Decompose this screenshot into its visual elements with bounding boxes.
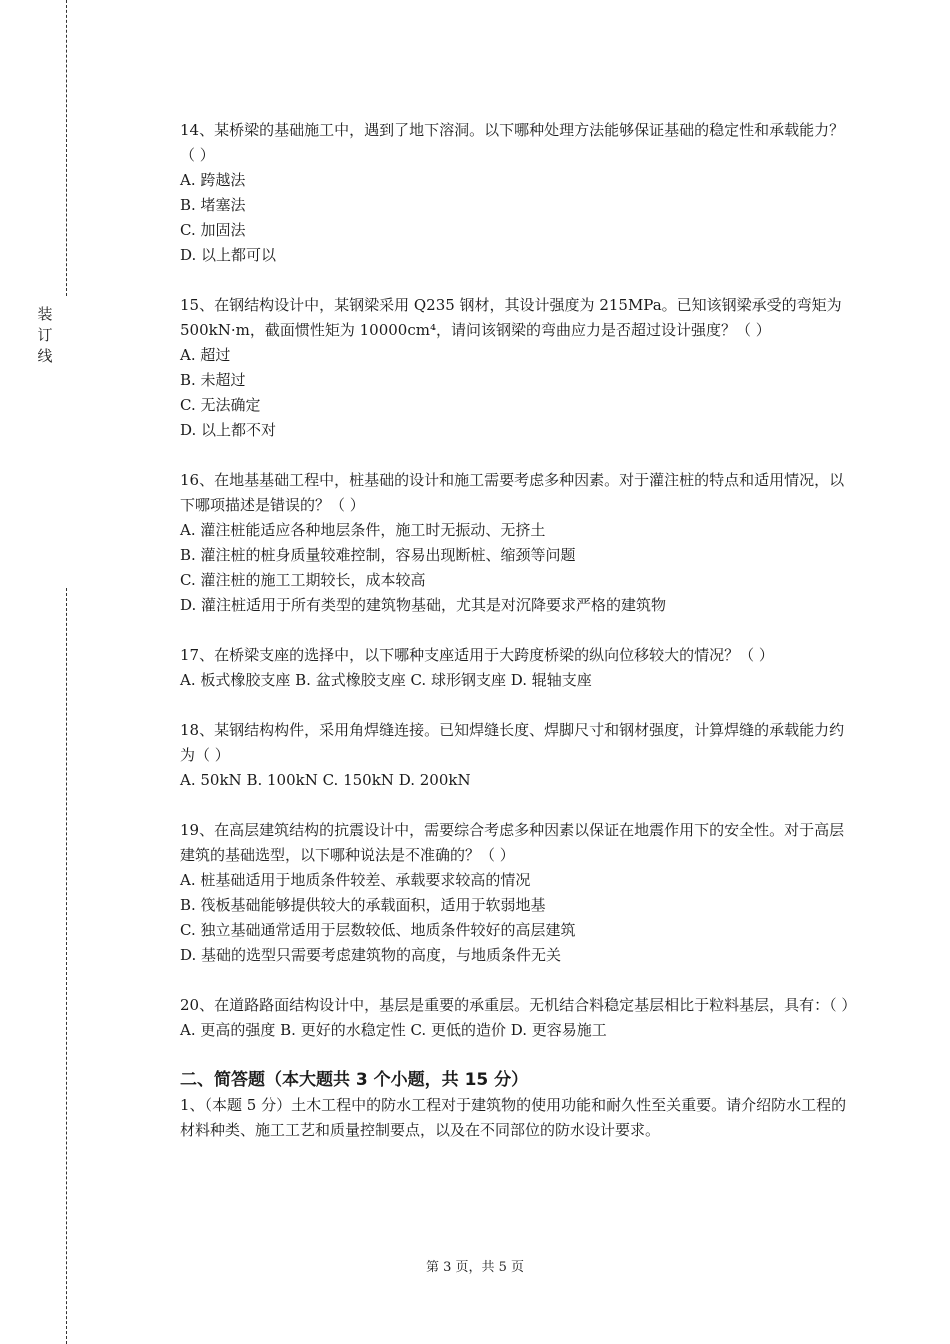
option-a: A. 跨越法 [180,171,246,189]
option-b: B. 筏板基础能够提供较大的承载面积，适用于软弱地基 [180,896,546,914]
page-footer: 第 3 页，共 5 页 [425,1260,525,1275]
question-text: 17、在桥梁支座的选择中，以下哪种支座适用于大跨度桥梁的纵向位移较大的情况？（ ） [180,646,774,664]
option-b: B. 未超过 [180,371,246,389]
question-19 [180,818,852,968]
question-15 [180,293,852,443]
binding-char: 线 [37,347,53,365]
option-d: D. 以上都不对 [180,421,277,439]
option-a: A. 灌注桩能适应各种地层条件，施工时无振动、无挤土 [180,521,546,539]
question-20 [180,993,857,1043]
option-c: C. 独立基础通常适用于层数较低、地质条件较好的高层建筑 [180,921,576,939]
section-short-answer [180,1068,852,1143]
option-a: A. 超过 [180,346,231,364]
binding-line-top [66,0,67,296]
question-18 [180,718,852,793]
exam-content [180,118,857,1143]
options-inline: A. 板式橡胶支座 B. 盆式橡胶支座 C. 球形钢支座 D. 辊轴支座 [180,671,592,689]
question-text: 19、在高层建筑结构的抗震设计中，需要综合考虑多种因素以保证在地震作用下的安全性。对于高层建筑的基础选型，以下哪种说法是不准确的？（ ） [180,821,845,864]
option-d: D. 以上都可以 [180,246,277,264]
option-d: D. 灌注桩适用于所有类型的建筑物基础，尤其是对沉降要求严格的建筑物 [180,596,667,614]
question-text: 18、某钢结构构件，采用角焊缝连接。已知焊缝长度、焊脚尺寸和钢材强度，计算焊缝的承载能力约为（ ） [180,721,845,764]
option-c: C. 灌注桩的施工工期较长，成本较高 [180,571,426,589]
question-text: 16、在地基基础工程中，桩基础的设计和施工需要考虑多种因素。对于灌注桩的特点和适用情况，以下哪项描述是错误的？（ ） [180,471,845,514]
short-answer-question-1: 1、（本题 5 分）土木工程中的防水工程对于建筑物的使用功能和耐久性至关重要。请介绍防水工程的材料种类、施工工艺和质量控制要点，以及在不同部位的防水设计要求。 [180,1096,847,1139]
question-text: 14、某桥梁的基础施工中，遇到了地下溶洞。以下哪种处理方法能够保证基础的稳定性和承载能力？（ ） [180,121,845,164]
option-b: B. 堵塞法 [180,196,246,214]
option-b: B. 灌注桩的桩身质量较难控制，容易出现断桩、缩颈等问题 [180,546,576,564]
question-text: 20、在道路路面结构设计中，基层是重要的承重层。无机结合料稳定基层相比于粒料基层，具有：（ ） [180,996,857,1014]
binding-char: 装 [37,305,53,323]
question-16 [180,468,852,618]
options-inline: A. 更高的强度 B. 更好的水稳定性 C. 更低的造价 D. 更容易施工 [180,1021,607,1039]
option-a: A. 桩基础适用于地质条件较差、承载要求较高的情况 [180,871,531,889]
option-c: C. 无法确定 [180,396,261,414]
question-17 [180,643,852,693]
question-14 [180,118,852,268]
option-d: D. 基础的选型只需要考虑建筑物的高度，与地质条件无关 [180,946,562,964]
binding-line-bottom [66,588,67,1344]
section-title: 二、简答题（本大题共 3 个小题，共 15 分） [180,1070,529,1090]
binding-char: 订 [37,326,53,344]
option-c: C. 加固法 [180,221,246,239]
question-text: 15、在钢结构设计中，某钢梁采用 Q235 钢材，其设计强度为 215MPa。已知该钢梁承受的弯矩为 500kN·m，截面惯性矩为 10000cm⁴，请问该钢梁的弯曲应力是否超过设计强度？（ ） [180,296,842,339]
options-inline: A. 50kN B. 100kN C. 150kN D. 200kN [180,771,471,789]
binding-line-label [36,304,54,367]
